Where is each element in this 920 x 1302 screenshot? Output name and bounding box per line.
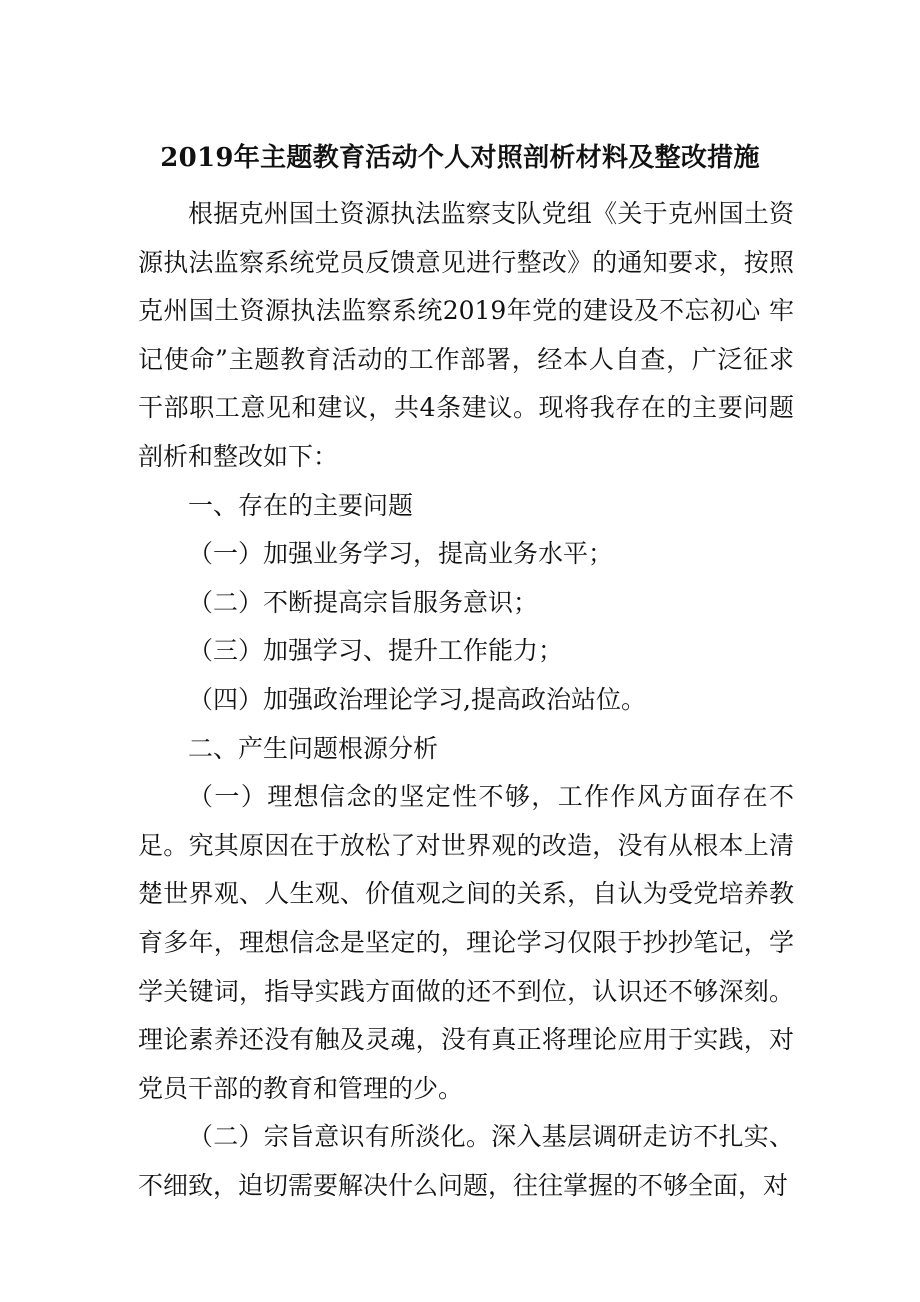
problem-item-3: （三）加强学习、提升工作能力； bbox=[188, 636, 564, 666]
paragraph-intro: 根据克州国土资源执法监察支队党组《关于克州国土资源执法监察系统党员反馈意见进行整改》的通知要求，按照克州国土资源执法监察系统2019年党的建设及不忘初心 牢记使命”主题教育活动的工作部署，经本人自查，广泛征求干部职工意见和建议，共4条建议。现将我存在的主要问题剖析和整改如下： bbox=[138, 199, 794, 471]
analysis-paragraph-2: （二）宗旨意识有所淡化。深入基层调研走访不扎实、不细致，迫切需要解决什么问题，往往掌握的不够全面，对 bbox=[138, 1122, 794, 1200]
problem-item-1: （一）加强业务学习，提高业务水平； bbox=[188, 539, 614, 569]
section-heading-analysis: 二、产生问题根源分析 bbox=[188, 733, 439, 763]
problem-item-4: （四）加强政治理论学习,提高政治站位。 bbox=[188, 684, 646, 714]
document-body bbox=[138, 190, 794, 1210]
analysis-paragraph-1: （一）理想信念的坚定性不够，工作作风方面存在不足。究其原因在于放松了对世界观的改造，没有从根本上清楚世界观、人生观、价值观之间的关系，自认为受党培养教育多年，理想信念是坚定的，理论学习仅限于抄抄笔记，学学关键词，指导实践方面做的还不到位，认识还不够深刻。理论素养还没有触及灵魂，没有真正将理论应用于实践，对党员干部的教育和管理的少。 bbox=[138, 782, 794, 1103]
document-title: 2019年主题教育活动个人对照剖析材料及整改措施 bbox=[160, 143, 760, 173]
section-heading-problems: 一、存在的主要问题 bbox=[188, 490, 414, 520]
problem-item-2: （二）不断提高宗旨服务意识； bbox=[188, 587, 539, 617]
